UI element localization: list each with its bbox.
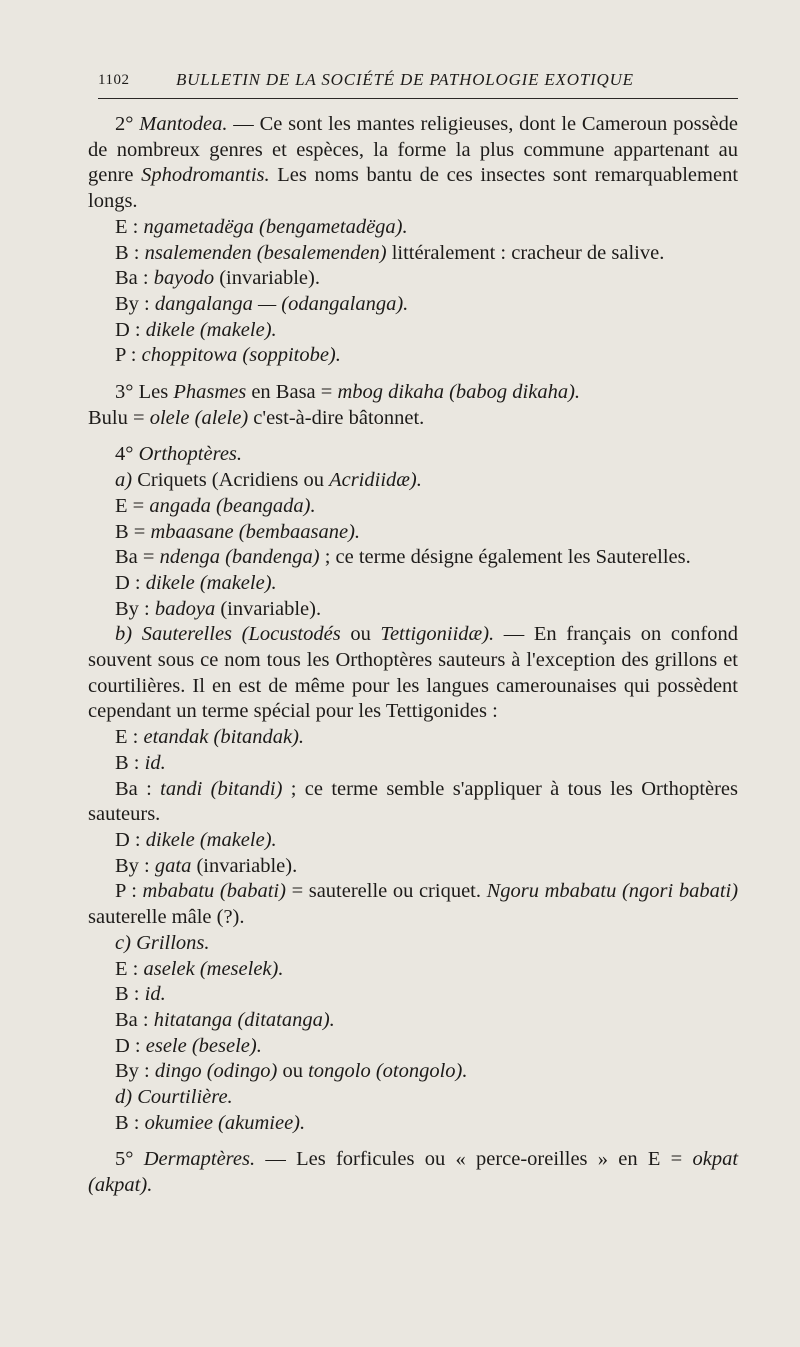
list-item: D : esele (besele). [115, 1034, 262, 1057]
list-item: B : okumiee (akumiee). [115, 1111, 306, 1134]
list-item: B : nsalemenden (besalemenden) littéralement : cracheur de salive. [115, 241, 665, 264]
criquets-heading: a) Criquets (Acridiens ou Acridiidæ). [115, 469, 422, 492]
phasmes-section: 3° Les Phasmes en Basa = mbog dikaha (babog dikaha). [115, 381, 581, 404]
dermapteres-section: 5° Dermaptères. — Les forficules ou « perce-oreilles » en E = okpat (akpat). [88, 1148, 739, 1197]
orthopteres-heading: 4° Orthoptères. [115, 443, 243, 466]
list-item: B : id. [115, 751, 166, 774]
list-item: Bulu = olele (alele) c'est-à-dire bâtonnet. [88, 406, 425, 429]
list-item: By : badoya (invariable). [115, 597, 322, 620]
genus-name: Sphodromantis. [141, 164, 270, 187]
mantodea-heading: Mantodea. [139, 113, 228, 135]
list-item: D : dikele (makele). [115, 318, 277, 341]
dermapteres-heading: Dermaptères. [143, 1148, 256, 1171]
list-item: Ba : hitatanga (ditatanga). [115, 1008, 335, 1031]
courtiliere-heading: d) Courtilière. [115, 1086, 233, 1109]
list-item: B : id. [115, 983, 166, 1006]
list-item: By : dangalanga — (odangalanga). [115, 292, 409, 315]
list-item: B = mbaasane (bembaasane). [115, 520, 361, 543]
list-item: E : etandak (bitandak). [115, 726, 305, 749]
list-item: P : choppitowa (soppitobe). [115, 344, 341, 367]
list-item: By : gata (invariable). [115, 854, 298, 877]
list-item: P : mbabatu (babati) = sauterelle ou criquet. Ngoru mbabatu (ngori babati) sauterelle mâle (?). [88, 880, 739, 929]
list-item: D : dikele (makele). [115, 571, 277, 594]
list-item: By : dingo (odingo) ou tongolo (otongolo). [115, 1060, 468, 1083]
sauterelles-intro: b) Sauterelles (Locustodés ou Tettigoniidæ). — En français on confond souvent sous ce nom tous les Orthoptères sauteurs à l'exception des grillons et courtilières. Il en est de même pour les langues camerounaises qui possèdent cependant un terme spécial pour les Tettigonides : [88, 623, 739, 723]
list-item: E = angada (beangada). [115, 494, 316, 517]
page-number: 1102 [98, 72, 130, 88]
mantodea-intro: 2° Mantodea. — Ce sont les mantes religieuses, dont le Cameroun possède de nombreux genres et espèces, la forme la plus commune appartenant au genre Sphodromantis. Les noms bantu de ces insectes sont remarquablement longs. [88, 113, 739, 213]
running-title: BULLETIN DE LA SOCIÉTÉ DE PATHOLOGIE EXOTIQUE [176, 70, 634, 89]
header-rule [98, 98, 738, 99]
list-item: E : ngametadëga (bengametadëga). [115, 215, 408, 238]
list-item: Ba = ndenga (bandenga) ; ce terme désigne également les Sauterelles. [115, 546, 691, 569]
phasmes-heading: Phasmes [173, 381, 247, 404]
list-item: Ba : tandi (bitandi) ; ce terme semble s'appliquer à tous les Orthoptères sauteurs. [88, 777, 739, 826]
list-item: D : dikele (makele). [115, 828, 277, 851]
grillons-heading: c) Grillons. [115, 931, 210, 954]
list-item: Ba : bayodo (invariable). [115, 267, 320, 290]
article-body [88, 112, 738, 1199]
page-header [98, 72, 738, 96]
list-item: E : aselek (meselek). [115, 957, 284, 980]
